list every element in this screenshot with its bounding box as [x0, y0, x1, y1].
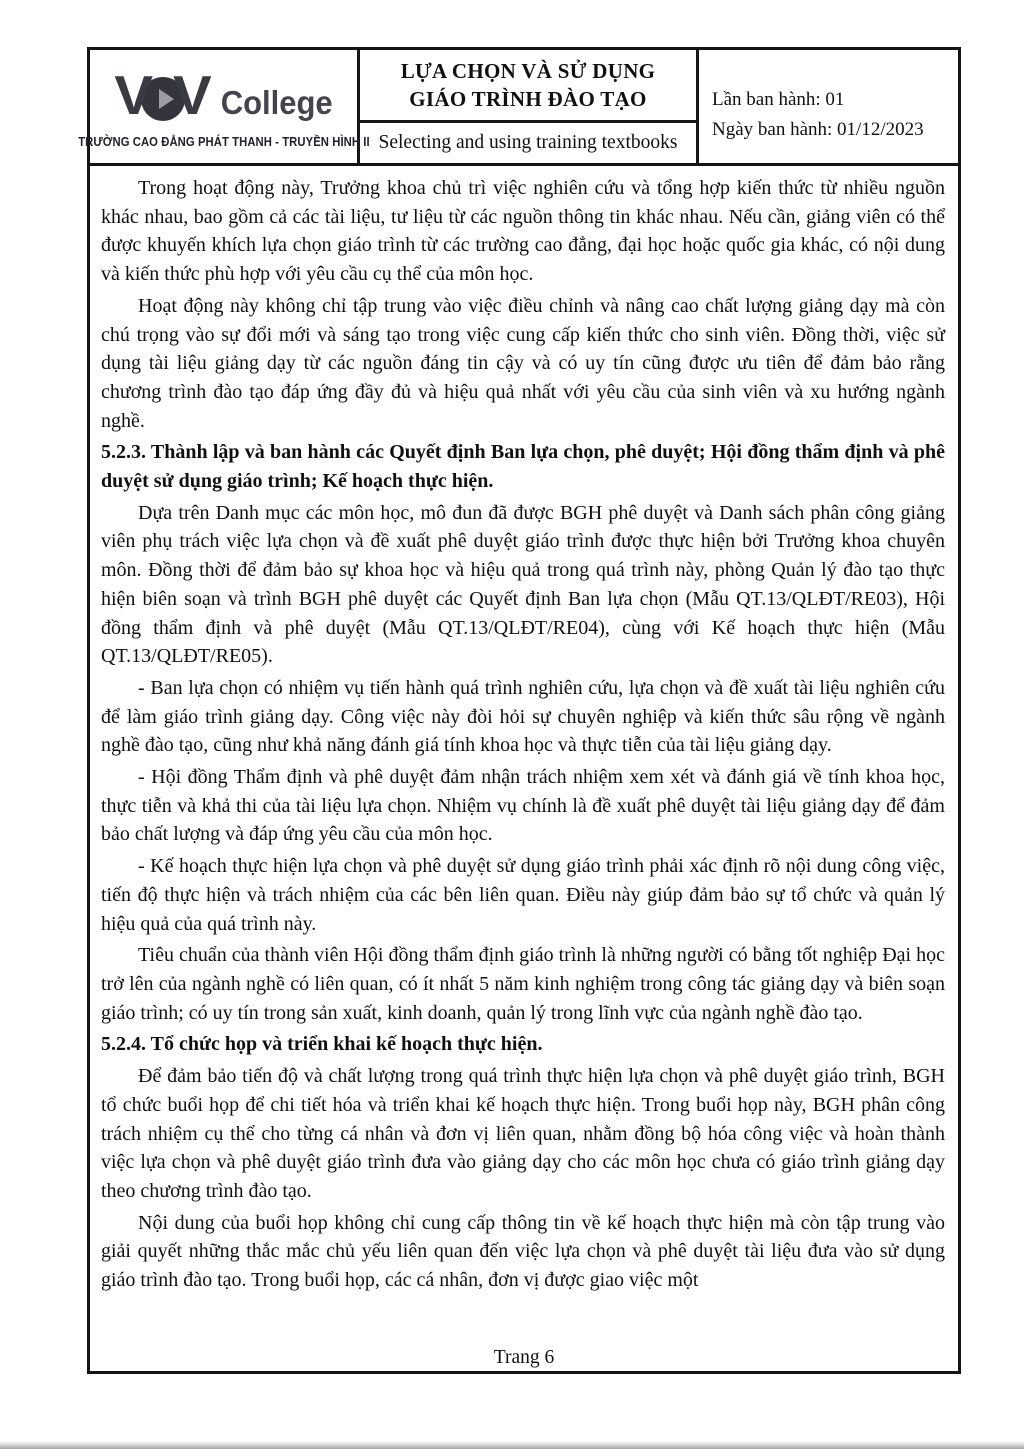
body-paragraph: Tiêu chuẩn của thành viên Hội đồng thẩm định giáo trình là những người có bằng tốt nghiệp Đại học trở lên của ngành nghề có liên quan, có ít nhất 5 năm kinh nghiệm trong công tác giảng dạy và biên soạn giáo trình; có uy tín trong sản xuất, kinh doanh, quản lý trong lĩnh vực của ngành nghề đào tạo.	[101, 944, 945, 1024]
body-paragraph: Hoạt động này không chỉ tập trung vào việc điều chỉnh và nâng cao chất lượng giảng dạy mà còn chú trọng vào sự đổi mới và sáng tạo trong việc cung cấp kiến thức cho sinh viên. Đồng thời, việc sử dụng tài liệu giảng dạy từ các nguồn đáng tin cậy và có uy tín cũng được ưu tiên để đảm bảo rằng chương trình đào tạo đáp ứng đầy đủ và hiệu quả nhất với yêu cầu của sinh viên và xu hướng ngành nghề.	[101, 294, 945, 432]
issue-info-cell	[699, 50, 958, 163]
bullet-paragraph: - Ban lựa chọn có nhiệm vụ tiến hành quá trình nghiên cứu, lựa chọn và đề xuất tài liệu nghiên cứu để làm giáo trình giảng dạy. Công việc này đòi hỏi sự chuyên nghiệp và kiến thức sâu rộng về ngành nghề đào tạo, cũng như khả năng đánh giá tính khoa học và thực tiễn của tài liệu giảng dạy.	[101, 676, 945, 757]
document-sheet	[77, 47, 961, 1374]
logo-letter-v-left: V	[114, 64, 154, 127]
page-number: Trang 6	[493, 1347, 555, 1368]
vov-logo	[114, 66, 332, 126]
document-subtitle-english: Selecting and using training textbooks	[378, 132, 678, 153]
document-title-line1: LỰA CHỌN VÀ SỬ DỤNG	[400, 59, 656, 83]
body-paragraph: Nội dung của buổi họp không chỉ cung cấp thông tin về kế hoạch thực hiện mà còn tập trung vào giải quyết những thắc mắc chủ yếu liên quan đến việc lựa chọn và phê duyệt tài liệu đưa vào sử dụng giáo trình đào tạo. Trong buổi họp, các cá nhân, đơn vị được giao việc một	[101, 1211, 945, 1292]
section-heading-5-2-4: 5.2.4. Tổ chức họp và triển khai kế hoạch thực hiện.	[101, 1033, 543, 1056]
document-header	[77, 50, 958, 166]
document-title-line2: GIÁO TRÌNH ĐÀO TẠO	[409, 87, 647, 111]
bullet-paragraph: - Kế hoạch thực hiện lựa chọn và phê duyệt sử dụng giáo trình phải xác định rõ nội dung công việc, tiến độ thực hiện và trách nhiệm của các bên liên quan. Điều này giúp đảm bảo sự tổ chức và quản lý hiệu quả của quá trình này.	[101, 855, 945, 935]
title-cell	[360, 50, 699, 163]
logo-subtitle: TRƯỜNG CAO ĐẲNG PHÁT THANH - TRUYỀN HÌNH II	[77, 135, 370, 149]
issue-number: Lần ban hành: 01	[712, 88, 845, 110]
document-title	[360, 50, 696, 123]
logo-letter-v-right: V	[173, 64, 212, 127]
document-body	[90, 166, 958, 1295]
bullet-paragraph: - Hội đồng Thẩm định và phê duyệt đảm nhận trách nhiệm xem xét và đánh giá về tính khoa học, thực tiễn và khả thi của tài liệu lựa chọn. Nhiệm vụ chính là đề xuất phê duyệt tài liệu giảng dạy để đảm bảo chất lượng và đáp ứng yêu cầu của môn học.	[101, 766, 945, 846]
page-footer	[90, 1347, 958, 1369]
section-heading-5-2-3: 5.2.3. Thành lập và ban hành các Quyết định Ban lựa chọn, phê duyệt; Hội đồng thẩm định và phê duyệt sử dụng giáo trình; Kế hoạch thực hiện.	[101, 441, 945, 493]
logo-cell	[77, 50, 370, 163]
body-paragraph: Trong hoạt động này, Trưởng khoa chủ trì việc nghiên cứu và tổng hợp kiến thức từ nhiều nguồn khác nhau, bao gồm cả các tài liệu, tư liệu từ các nguồn thông tin khác nhau. Nếu cần, giảng viên có thể được khuyến khích lựa chọn giáo trình từ các trường cao đẳng, đại học hoặc quốc gia khác, có nội dung và kiến thức phù hợp với yêu cầu cụ thể của môn học.	[101, 177, 945, 286]
body-paragraph: Dựa trên Danh mục các môn học, mô đun đã được BGH phê duyệt và Danh sách phân công giảng viên phụ trách việc lựa chọn và đề xuất phê duyệt giáo trình được thực hiện bởi Trưởng khoa chuyên môn. Đồng thời để đảm bảo sự khoa học và hiệu quả trong quá trình này, phòng Quản lý đào tạo thực hiện biên soạn và trình BGH phê duyệt các Quyết định Ban lựa chọn (Mẫu QT.13/QLĐT/RE03), Hội đồng thẩm định và phê duyệt (Mẫu QT.13/QLĐT/RE04), cùng với Kế hoạch thực hiện (Mẫu QT.13/QLĐT/RE05).	[101, 501, 945, 668]
body-paragraph: Để đảm bảo tiến độ và chất lượng trong quá trình thực hiện lựa chọn và phê duyệt giáo trình, BGH tổ chức buổi họp để chi tiết hóa và triển khai kế hoạch thực hiện. Trong buổi họp này, BGH phân công trách nhiệm cụ thể cho từng cá nhân và đơn vị liên quan, nhằm đồng bộ hóa công việc và hoàn thành việc lựa chọn và phê duyệt giáo trình đưa vào giảng dạy cho các môn học chưa có giáo trình giảng dạy theo chương trình đào tạo.	[101, 1065, 945, 1202]
logo-college-text: College	[220, 83, 333, 122]
scan-edge-artifact	[0, 1441, 1024, 1449]
issue-date: Ngày ban hành: 01/12/2023	[712, 118, 924, 140]
